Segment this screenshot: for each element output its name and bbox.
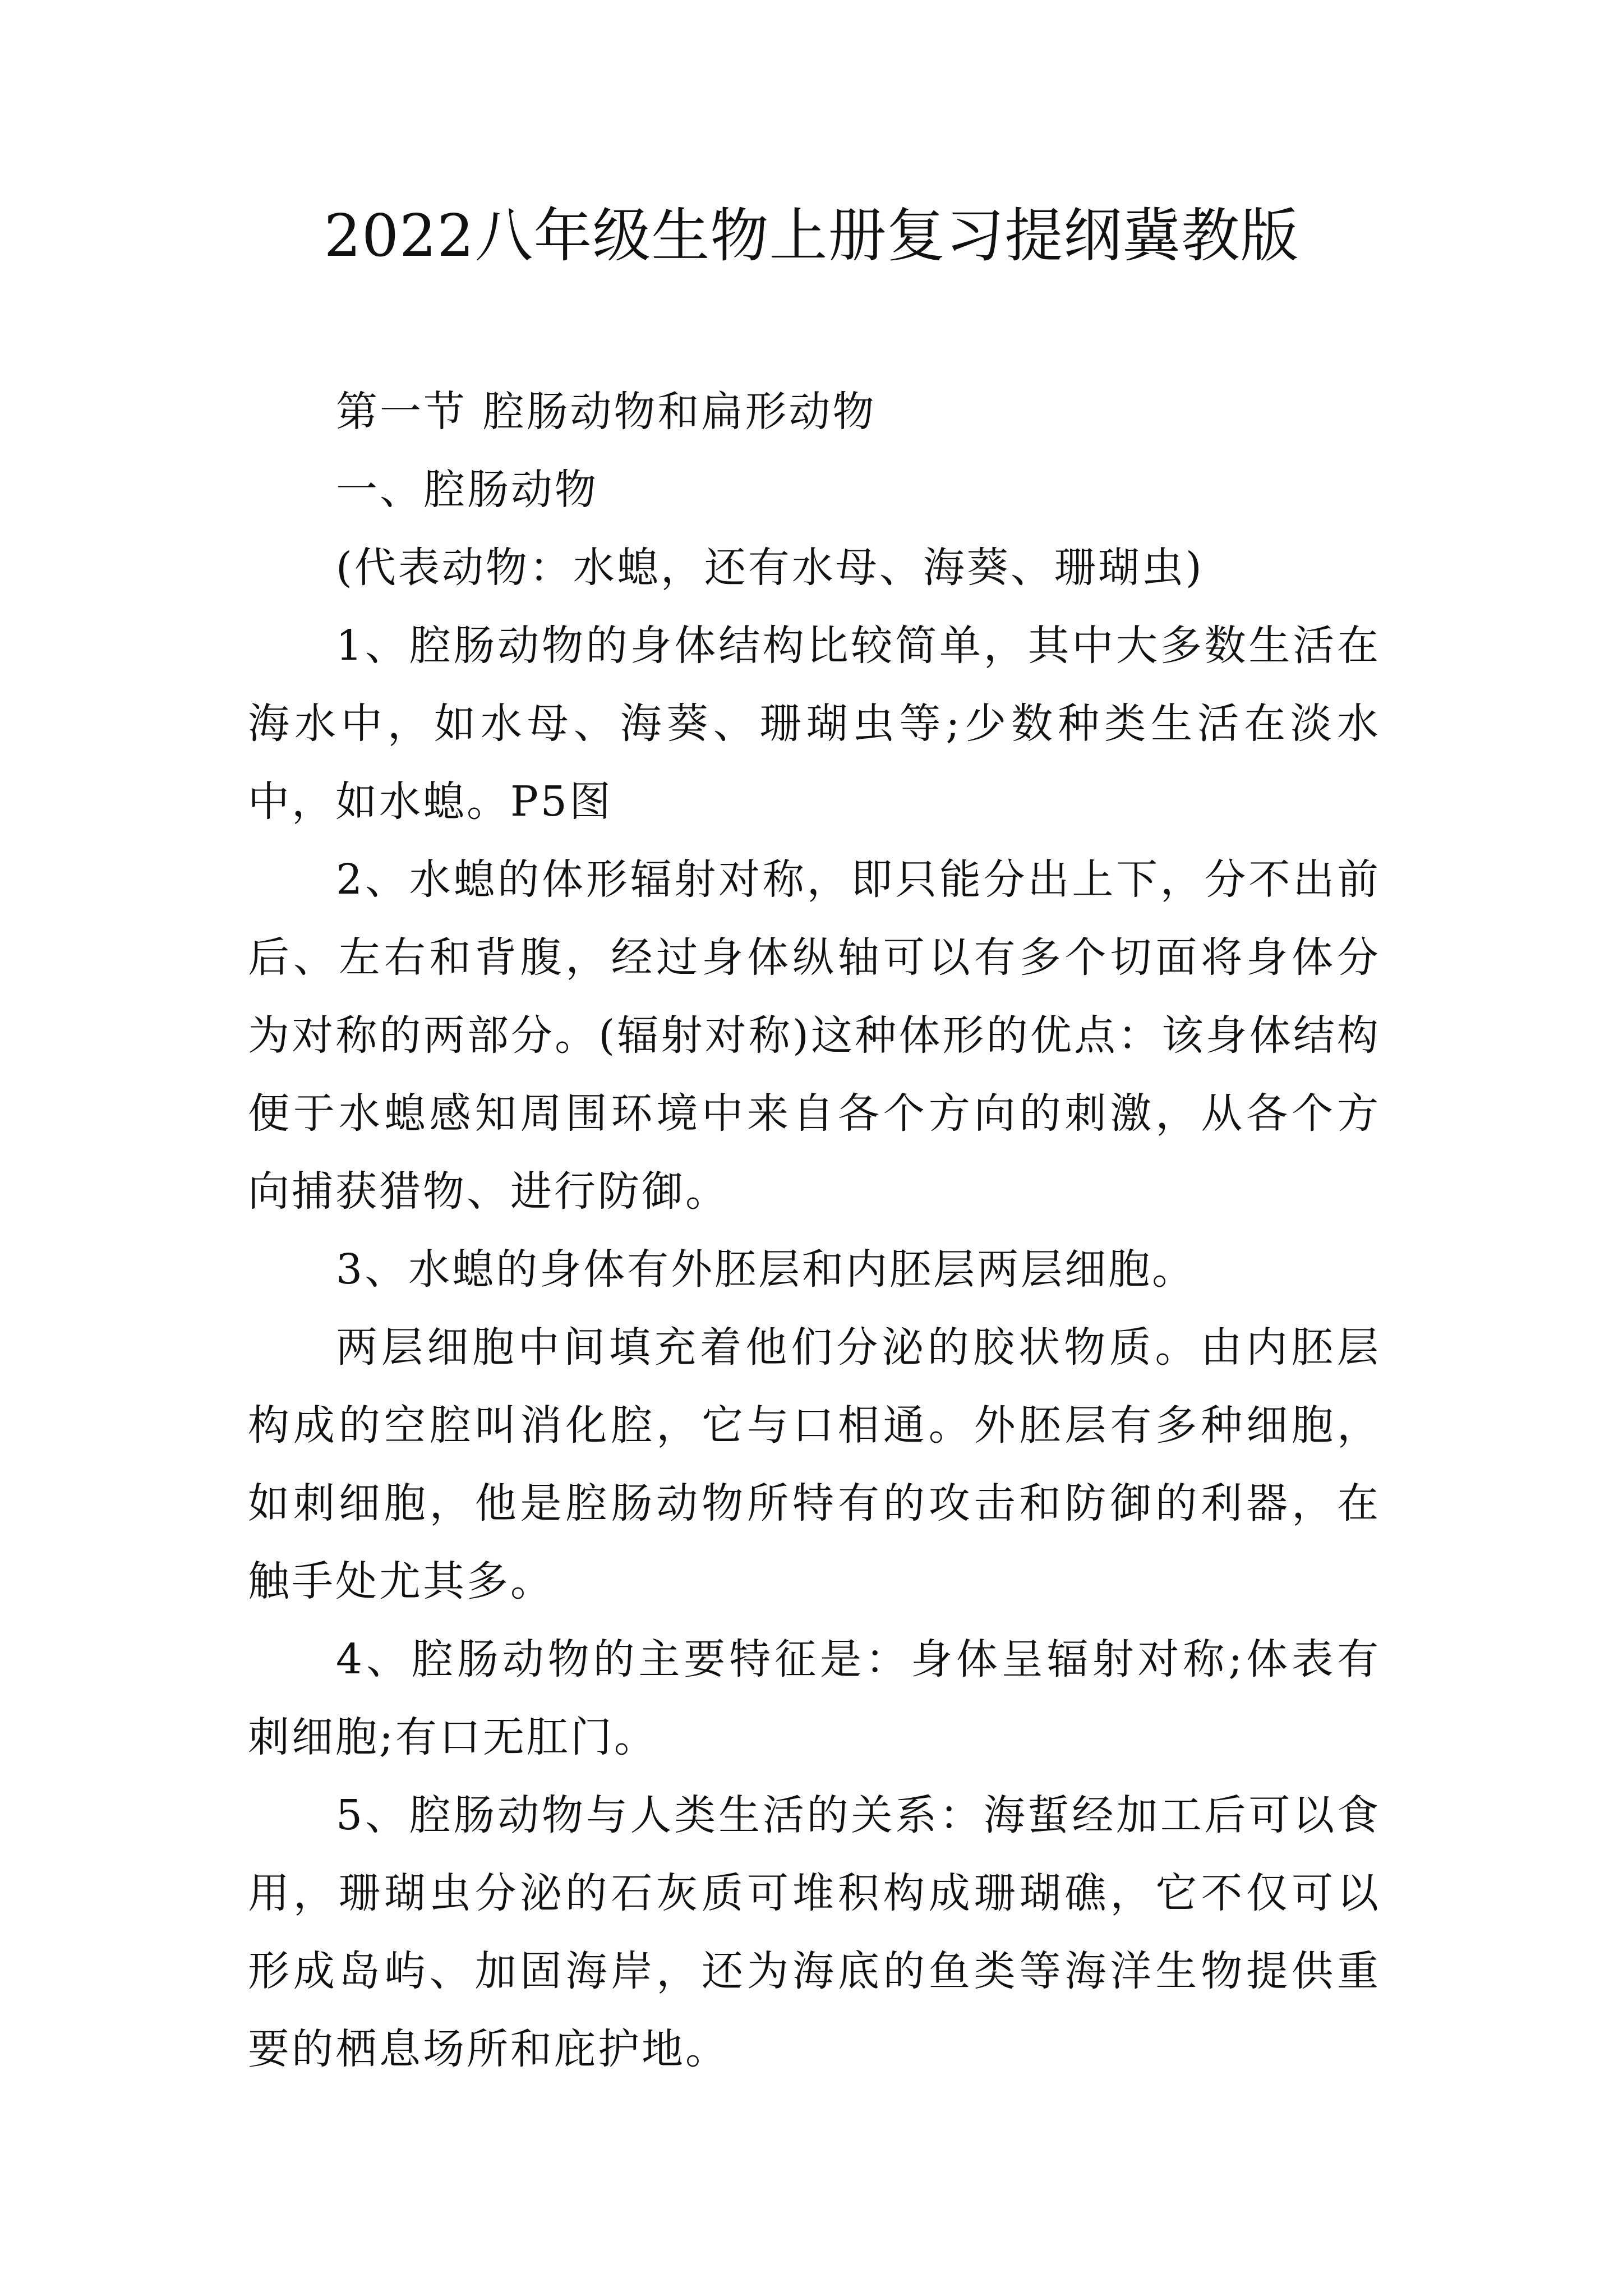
paragraph-point-5: 5、腔肠动物与人类生活的关系：海蜇经加工后可以食用，珊瑚虫分泌的石灰质可堆积构成珊瑚礁，它不仅可以形成岛屿、加固海岸，还为海底的鱼类等海洋生物提供重要的栖息场所和庇护地。 bbox=[248, 1791, 1381, 2073]
paragraph-point-3: 3、水螅的身体有外胚层和内胚层两层细胞。 bbox=[336, 1245, 1196, 1294]
subsection-heading: 一、腔肠动物 bbox=[336, 466, 598, 514]
paragraph-point-4: 4、腔肠动物的主要特征是：身体呈辐射对称;体表有刺细胞;有口无肛门。 bbox=[248, 1635, 1381, 1761]
page-title: 2022八年级生物上册复习提纲冀教版 bbox=[324, 201, 1299, 270]
section-heading: 第一节 腔肠动物和扁形动物 bbox=[336, 388, 877, 436]
paragraph-point-3-detail: 两层细胞中间填充着他们分泌的胶状物质。由内胚层构成的空腔叫消化腔，它与口相通。外胚层有多种细胞，如刺细胞，他是腔肠动物所特有的攻击和防御的利器，在触手处尤其多。 bbox=[248, 1323, 1381, 1605]
paragraph-point-2: 2、水螅的体形辐射对称，即只能分出上下，分不出前后、左右和背腹，经过身体纵轴可以有多个切面将身体分为对称的两部分。(辐射对称)这种体形的优点：该身体结构便于水螅感知周围环境中来自各个方向的刺激，从各个方向捕获猎物、进行防御。 bbox=[248, 855, 1381, 1216]
paragraph-point-1: 1、腔肠动物的身体结构比较简单，其中大多数生活在海水中，如水母、海葵、珊瑚虫等;少数种类生活在淡水中，如水螅。P5图 bbox=[248, 622, 1381, 826]
paragraph-representative-animals: (代表动物：水螅，还有水母、海葵、珊瑚虫) bbox=[336, 544, 1204, 592]
document-body bbox=[248, 373, 1381, 2088]
